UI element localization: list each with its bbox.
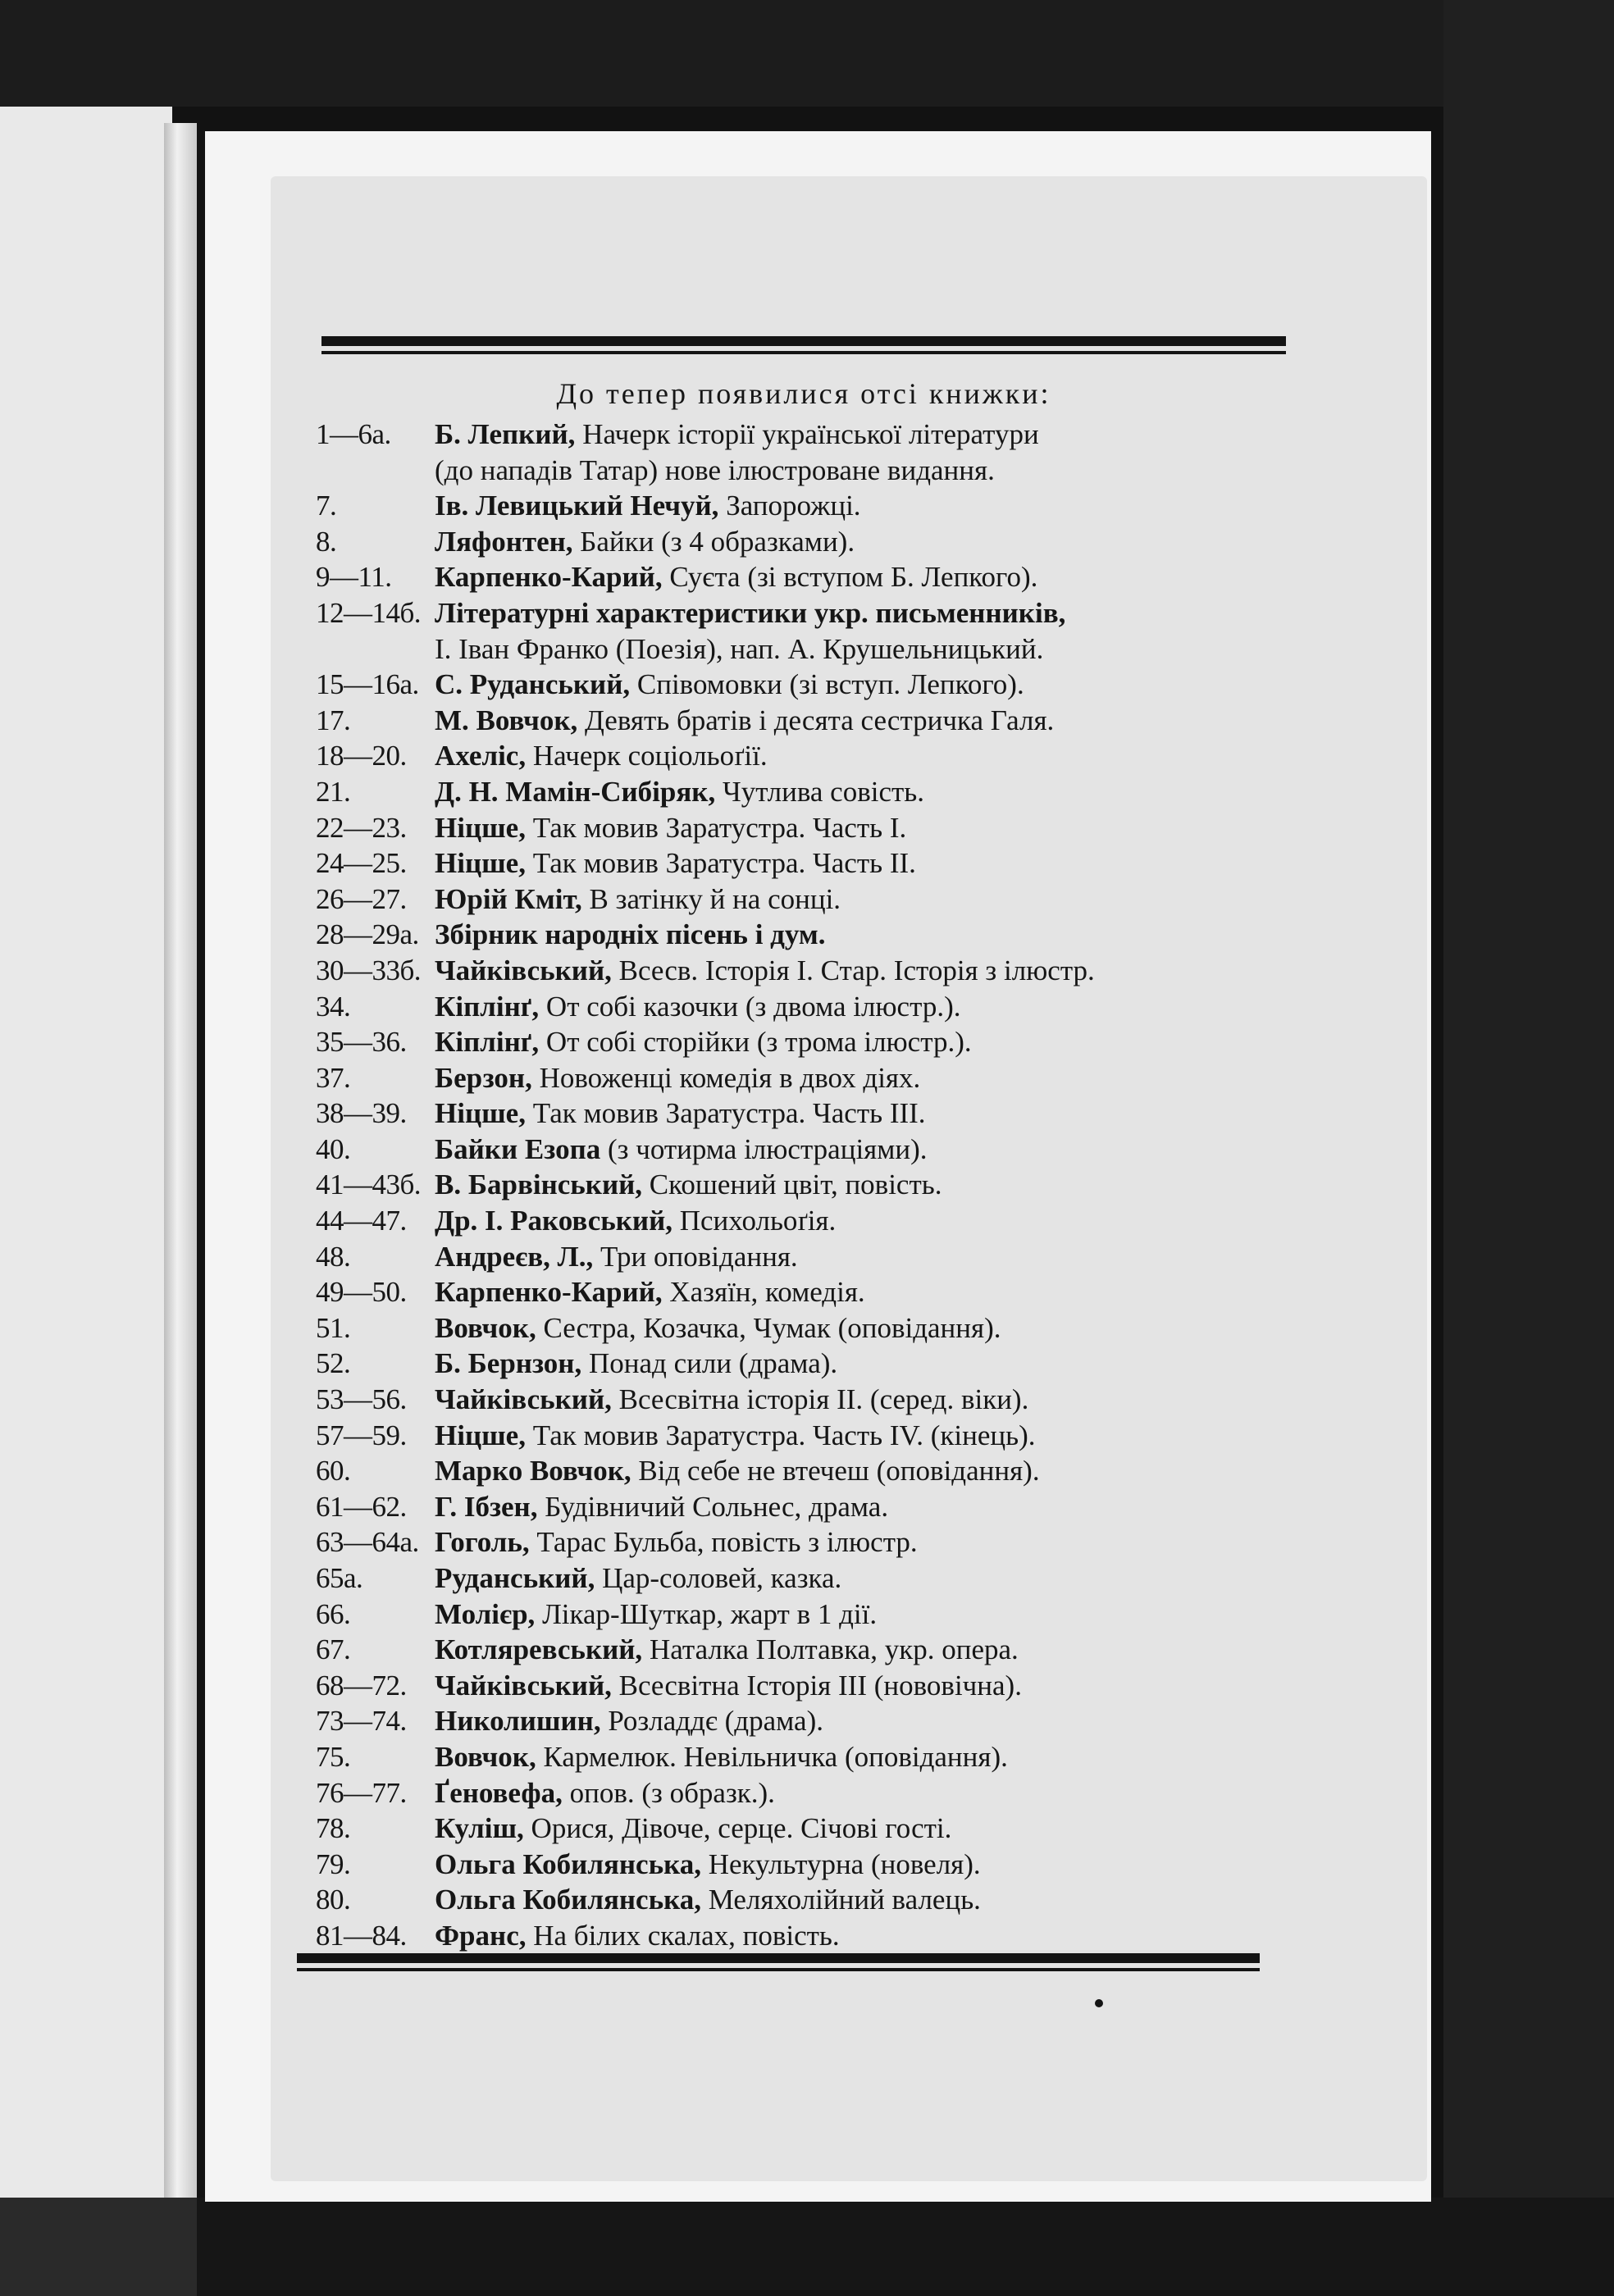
entry-author: Вовчок,: [435, 1740, 536, 1773]
entry-text: [435, 1524, 1300, 1560]
entry-number: 53—56.: [316, 1383, 407, 1416]
book-entry: [316, 882, 1300, 918]
entry-author: М. Вовчок,: [435, 704, 578, 736]
entry-text: [435, 989, 1300, 1025]
book-entry: [316, 667, 1300, 703]
entry-text: [435, 524, 1300, 560]
entry-line: [435, 1918, 1300, 1954]
book-entry: [316, 1668, 1300, 1704]
entry-line: [435, 1346, 1300, 1382]
entry-title: Начерк соціольоґії.: [532, 740, 768, 772]
entry-line: [435, 667, 1300, 703]
entry-title: От собі сторійки (з трома ілюстр.).: [545, 1026, 972, 1059]
entry-author: Г. Ібзен,: [435, 1490, 538, 1523]
book-entry: [316, 595, 1300, 667]
entry-text: [435, 1918, 1300, 1954]
entry-number: 44—47.: [316, 1205, 407, 1237]
entry-text: [435, 882, 1300, 918]
book-entry: [316, 524, 1300, 560]
entry-line: [435, 1096, 1300, 1132]
entry-text: [435, 1167, 1300, 1203]
entry-title: Наталка Полтавка, укр. опера.: [649, 1633, 1019, 1666]
entry-number: 28—29а.: [316, 918, 419, 951]
entry-title: Тарас Бульба, повість з ілюстр.: [536, 1526, 918, 1559]
entry-author: Юрій Кміт,: [435, 882, 582, 915]
top-rule: [321, 336, 1286, 359]
entry-number: 18—20.: [316, 740, 407, 772]
book-entry: [316, 1060, 1300, 1096]
entry-text: [435, 1132, 1300, 1168]
entry-author: Молієр,: [435, 1597, 536, 1630]
entry-line: [435, 595, 1300, 631]
entry-line: [435, 1739, 1300, 1775]
entry-title: Понад сили (драма).: [588, 1347, 838, 1380]
entry-author: Франс,: [435, 1919, 527, 1952]
entry-title: опов. (з образк.).: [569, 1776, 775, 1809]
entry-number: 51.: [316, 1311, 351, 1344]
entry-text: [435, 953, 1300, 989]
book-entry: [316, 559, 1300, 595]
entry-title: Новоженці комедія в двох діях.: [539, 1061, 921, 1094]
entry-author: Берзон,: [435, 1061, 532, 1094]
book-entry: [316, 1560, 1300, 1597]
entry-number: 22—23.: [316, 811, 407, 844]
entry-line: [435, 1132, 1300, 1168]
entry-number: 34.: [316, 990, 351, 1023]
book-entry: [316, 1453, 1300, 1489]
entry-title: Сестра, Козачка, Чумак (оповідання).: [543, 1311, 1001, 1344]
entry-text: [435, 1096, 1300, 1132]
entry-title: Психольоґія.: [679, 1205, 837, 1237]
entry-number: 8.: [316, 525, 337, 558]
background-right: [1443, 0, 1614, 2296]
entry-text: [435, 1453, 1300, 1489]
entry-author: Др. І. Раковський,: [435, 1205, 672, 1237]
left-page: [0, 107, 172, 2206]
entry-number: 75.: [316, 1740, 351, 1773]
entry-line: [435, 631, 1300, 667]
entry-title: Розладдє (драма).: [608, 1705, 823, 1738]
entry-line: [435, 559, 1300, 595]
entry-text: [435, 595, 1300, 667]
entry-number: 63—64а.: [316, 1526, 419, 1559]
entry-author: Кіплінґ,: [435, 990, 540, 1023]
entry-number: 1—6а.: [316, 418, 391, 450]
entry-author: Чайківський,: [435, 1669, 612, 1702]
entry-number: 26—27.: [316, 882, 407, 915]
entry-text: [435, 488, 1300, 524]
entry-title: Меляхолійний валець.: [708, 1884, 981, 1916]
entry-number: 76—77.: [316, 1776, 407, 1809]
book-entry: [316, 1167, 1300, 1203]
entry-line: [435, 1239, 1300, 1275]
entry-number: 48.: [316, 1240, 351, 1273]
background-top: [0, 0, 1614, 107]
entry-line: [435, 488, 1300, 524]
book-entry: [316, 1882, 1300, 1918]
entry-line: [435, 1560, 1300, 1597]
entry-line: [435, 1489, 1300, 1525]
book-entry: [316, 1310, 1300, 1346]
entry-number: 12—14б.: [316, 596, 422, 629]
entry-line: [435, 453, 1300, 489]
entry-author: Котляревський,: [435, 1633, 643, 1666]
bottom-rule: [297, 1953, 1260, 1976]
entry-title: Лікар-Шуткар, жарт в 1 дії.: [542, 1597, 878, 1630]
list-heading: До тепер появилися отсі книжки:: [556, 377, 1051, 410]
entry-line: [435, 1310, 1300, 1346]
background-bottom: [0, 2198, 1614, 2296]
entry-line: [435, 1811, 1300, 1847]
entry-title: Від себе не втечеш (оповідання).: [638, 1455, 1040, 1487]
entry-author: В. Барвінський,: [435, 1168, 643, 1201]
entry-title: Хазяїн, комедія.: [669, 1276, 865, 1309]
entry-line: [435, 1167, 1300, 1203]
book-entry: [316, 953, 1300, 989]
entry-text: [435, 667, 1300, 703]
entry-text: [435, 1668, 1300, 1704]
entry-text: [435, 1418, 1300, 1454]
book-entry: [316, 1418, 1300, 1454]
book-entry: [316, 917, 1300, 953]
book-edge: [0, 2198, 197, 2296]
book-entry: [316, 1847, 1300, 1883]
book-entry: [316, 1132, 1300, 1168]
entry-line: [435, 1882, 1300, 1918]
entry-text: [435, 1489, 1300, 1525]
book-entry: [316, 774, 1300, 810]
book-spine: [164, 123, 197, 2206]
entry-text: [435, 417, 1300, 488]
entry-text: [435, 1024, 1300, 1060]
entry-line: [435, 1418, 1300, 1454]
book-entry: [316, 1203, 1300, 1239]
entry-title: Всесв. Історія I. Стар. Історія з ілюстр.: [618, 954, 1095, 986]
entry-title: Цар-соловей, казка.: [602, 1562, 842, 1594]
entry-author: Чайківський,: [435, 954, 612, 986]
entry-author: Ів. Левицький Нечуй,: [435, 490, 719, 522]
entry-author: Николишин,: [435, 1705, 601, 1738]
entry-author: Вовчок,: [435, 1311, 536, 1344]
entry-title: Всесвітна Історія III (нововічна).: [618, 1669, 1022, 1702]
entry-number: 57—59.: [316, 1419, 407, 1451]
entry-title: Запорожці.: [726, 490, 861, 522]
book-entry: [316, 703, 1300, 739]
entry-title: Так мовив Заратустра. Часть I.: [532, 811, 907, 844]
entry-author: Кіплінґ,: [435, 1026, 540, 1059]
entry-author: Карпенко-Карий,: [435, 561, 663, 594]
book-entry: [316, 1274, 1300, 1310]
entry-number: 73—74.: [316, 1705, 407, 1738]
entry-text: [435, 1239, 1300, 1275]
entry-text: [435, 1632, 1300, 1668]
entry-number: 67.: [316, 1633, 351, 1666]
entry-text: [435, 1882, 1300, 1918]
entry-title: Некультурна (новеля).: [708, 1847, 981, 1880]
entry-text: [435, 703, 1300, 739]
book-entry: [316, 738, 1300, 774]
entry-line: [435, 1453, 1300, 1489]
book-entry: [316, 810, 1300, 846]
entry-line: [435, 989, 1300, 1025]
entry-text: [435, 810, 1300, 846]
entry-title: Байки (з 4 образками).: [580, 525, 855, 558]
entry-title: (до нападів Татар) нове ілюстроване видання.: [435, 453, 995, 486]
entry-title: От собі казочки (з двома ілюстр.).: [545, 990, 961, 1023]
entry-title: Начерк історії української літератури: [582, 418, 1039, 450]
entry-number: 52.: [316, 1347, 351, 1380]
book-entry: [316, 1489, 1300, 1525]
entry-number: 66.: [316, 1597, 351, 1630]
entry-line: [435, 738, 1300, 774]
entry-title: Орися, Дівоче, серце. Січові гості.: [531, 1812, 952, 1845]
entry-text: [435, 1310, 1300, 1346]
entry-number: 15—16а.: [316, 668, 419, 701]
entry-author: Гоголь,: [435, 1526, 530, 1559]
entry-line: [435, 1632, 1300, 1668]
entry-line: [435, 882, 1300, 918]
entry-text: [435, 1203, 1300, 1239]
entry-author: Ніцше,: [435, 1097, 526, 1130]
entry-author: Б. Лепкий,: [435, 418, 576, 450]
book-list: [316, 417, 1300, 1954]
entry-title: Три оповідання.: [600, 1240, 798, 1273]
entry-number: 9—11.: [316, 561, 392, 594]
entry-author: Ніцше,: [435, 1419, 526, 1451]
entry-title: Скошений цвіт, повість.: [649, 1168, 942, 1201]
book-entry: [316, 1632, 1300, 1668]
entry-title: В затінку й на сонці.: [589, 882, 841, 915]
entry-number: 60.: [316, 1455, 351, 1487]
book-entry: [316, 417, 1300, 488]
book-entry: [316, 1775, 1300, 1811]
entry-line: [435, 417, 1300, 453]
book-entry: [316, 845, 1300, 882]
entry-title: Кармелюк. Невільничка (оповідання).: [543, 1740, 1008, 1773]
entry-text: [435, 1382, 1300, 1418]
entry-title: Співомовки (зі вступ. Лепкого).: [636, 668, 1024, 701]
book-entry: [316, 1524, 1300, 1560]
entry-author: Ніцше,: [435, 811, 526, 844]
entry-number: 81—84.: [316, 1919, 407, 1952]
entry-number: 17.: [316, 704, 351, 736]
entry-text: [435, 774, 1300, 810]
entry-text: [435, 1739, 1300, 1775]
entry-line: [435, 703, 1300, 739]
entry-author: Ахеліс,: [435, 740, 527, 772]
entry-author: Байки Езопа: [435, 1132, 601, 1165]
entry-author: Б. Бернзон,: [435, 1347, 582, 1380]
entry-author: Ольга Кобилянська,: [435, 1884, 701, 1916]
entry-line: [435, 953, 1300, 989]
entry-line: [435, 524, 1300, 560]
entry-author: Ольга Кобилянська,: [435, 1847, 701, 1880]
entry-author: Збірник народніх пісень і дум.: [435, 918, 826, 951]
entry-author: Ляфонтен,: [435, 525, 573, 558]
entry-number: 65а.: [316, 1562, 363, 1594]
entry-line: [435, 1775, 1300, 1811]
entry-line: [435, 1703, 1300, 1739]
entry-line: [435, 1274, 1300, 1310]
entry-author: Руданський,: [435, 1562, 595, 1594]
entry-number: 49—50.: [316, 1276, 407, 1309]
book-entry: [316, 1024, 1300, 1060]
entry-line: [435, 917, 1300, 953]
entry-line: [435, 1668, 1300, 1704]
book-entry: [316, 1239, 1300, 1275]
entry-line: [435, 1203, 1300, 1239]
entry-title: На білих скалах, повість.: [533, 1919, 840, 1952]
entry-number: 79.: [316, 1847, 351, 1880]
entry-text: [435, 559, 1300, 595]
book-entry: [316, 1703, 1300, 1739]
entry-title: Чутлива совість.: [722, 775, 925, 808]
entry-line: [435, 1060, 1300, 1096]
entry-text: [435, 1775, 1300, 1811]
book-entry: [316, 989, 1300, 1025]
entry-text: [435, 1274, 1300, 1310]
entry-text: [435, 917, 1300, 953]
entry-text: [435, 1703, 1300, 1739]
book-entry: [316, 1597, 1300, 1633]
entry-number: 7.: [316, 490, 337, 522]
entry-author: Чайківський,: [435, 1383, 612, 1416]
entry-number: 61—62.: [316, 1490, 407, 1523]
entry-number: 37.: [316, 1061, 351, 1094]
entry-author: Куліш,: [435, 1812, 524, 1845]
entry-text: [435, 845, 1300, 882]
entry-title: Девять братів і десята сестричка Галя.: [584, 704, 1055, 736]
entry-title: Суєта (зі вступом Б. Лепкого).: [669, 561, 1038, 594]
entry-number: 80.: [316, 1884, 351, 1916]
entry-text: [435, 1597, 1300, 1633]
entry-line: [435, 1847, 1300, 1883]
entry-title: Так мовив Заратустра. Часть III.: [532, 1097, 926, 1130]
entry-text: [435, 1811, 1300, 1847]
book-entry: [316, 1739, 1300, 1775]
book-entry: [316, 1811, 1300, 1847]
entry-number: 41—43б.: [316, 1168, 422, 1201]
entry-number: 38—39.: [316, 1097, 407, 1130]
book-entry: [316, 1096, 1300, 1132]
book-entry: [316, 488, 1300, 524]
entry-line: [435, 1382, 1300, 1418]
entry-line: [435, 810, 1300, 846]
entry-title: I. Іван Франко (Поезія), нап. А. Крушельницький.: [435, 632, 1044, 665]
entry-line: [435, 1597, 1300, 1633]
entry-author: Ніцше,: [435, 847, 526, 880]
entry-number: 68—72.: [316, 1669, 407, 1702]
entry-text: [435, 1560, 1300, 1597]
book-entry: [316, 1346, 1300, 1382]
entry-author: Андреєв, Л.,: [435, 1240, 594, 1273]
entry-title: Всесвітна історія II. (серед. віки).: [618, 1383, 1029, 1416]
book-entry: [316, 1918, 1300, 1954]
entry-number: 78.: [316, 1812, 351, 1845]
entry-author: Ґеновефа,: [435, 1776, 563, 1809]
entry-title: (з чотирма ілюстраціями).: [608, 1132, 928, 1165]
entry-line: [435, 845, 1300, 882]
entry-author: Марко Вовчок,: [435, 1455, 631, 1487]
entry-number: 35—36.: [316, 1026, 407, 1059]
entry-line: [435, 1024, 1300, 1060]
entry-text: [435, 1847, 1300, 1883]
entry-number: 30—33б.: [316, 954, 422, 986]
entry-number: 40.: [316, 1132, 351, 1165]
entry-title: Так мовив Заратустра. Часть IV. (кінець).: [532, 1419, 1036, 1451]
entry-text: [435, 738, 1300, 774]
entry-author: Д. Н. Мамін-Сибіряк,: [435, 775, 716, 808]
entry-line: [435, 1524, 1300, 1560]
book-entry: [316, 1382, 1300, 1418]
ink-dot: [1095, 1999, 1103, 2007]
entry-number: 21.: [316, 775, 351, 808]
entry-title: Будівничий Сольнес, драма.: [545, 1490, 889, 1523]
entry-line: [435, 774, 1300, 810]
entry-author: Літературні характеристики укр. письменників,: [435, 596, 1066, 629]
entry-text: [435, 1060, 1300, 1096]
entry-author: Карпенко-Карий,: [435, 1276, 663, 1309]
entry-author: С. Руданський,: [435, 668, 631, 701]
entry-title: Так мовив Заратустра. Часть II.: [532, 847, 916, 880]
entry-text: [435, 1346, 1300, 1382]
entry-number: 24—25.: [316, 847, 407, 880]
